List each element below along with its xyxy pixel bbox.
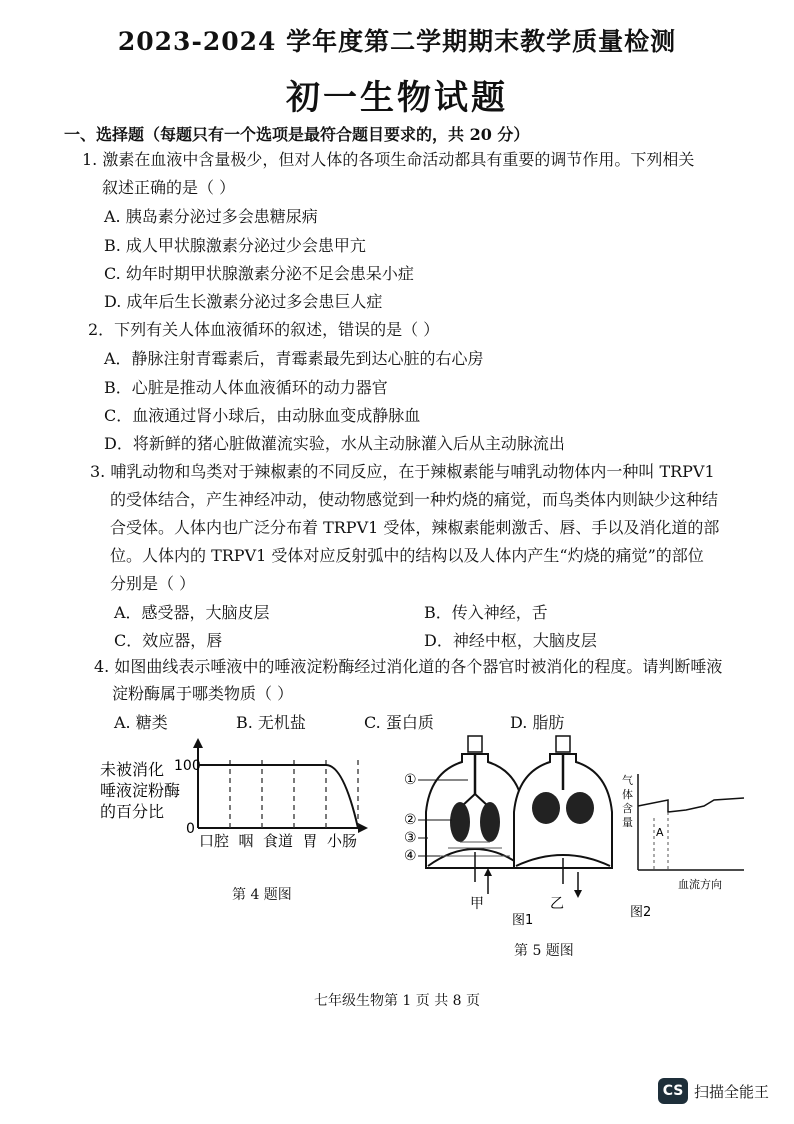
graph-ylabel-4: 量 [622,816,633,829]
q2-option-c: C．血液通过肾小球后，由动脉血变成静脉血 [104,406,421,425]
fig1-label: 图1 [512,913,534,928]
q3-option-a: A．感受器，大脑皮层 [114,603,270,622]
q4-option-c: C. 蛋白质 [364,713,434,732]
q1-option-d: D. 成年后生长激素分泌过多会患巨人症 [104,292,383,311]
q4-option-d: D. 脂肪 [510,713,565,732]
jar-jia-right-lung [480,802,500,842]
exam-subtitle: 初一生物试题 [286,78,508,118]
chart-xtick-esophagus: 食道 [262,832,294,850]
jar-yi-right-lung [566,792,594,824]
q4-option-a: A. 糖类 [114,713,168,732]
gas-content-graph [620,770,750,930]
chart-ylabel-2: 唾液淀粉酶 [100,781,181,800]
q3-stem-1: 3. 哺乳动物和鸟类对于辣椒素的不同反应，在于辣椒素能与哺乳动物体内一种叫 TRPV1 [90,462,715,481]
q3-stem-4: 位。人体内的 TRPV1 受体对应反射弧中的结构以及人体内产生“灼烧的痛觉”的部位 [110,546,704,565]
graph-ylabel-3: 含 [622,802,633,815]
label-1: ① [404,772,417,788]
q1-option-b: B. 成人甲状腺激素分泌过少会患甲亢 [104,236,366,255]
q2-stem: 2．下列有关人体血液循环的叙述，错误的是（ ） [88,320,440,339]
q2-option-a: A．静脉注射青霉素后，青霉素最先到达心脏的右心房 [104,349,484,368]
chart-x-arrow [358,823,368,833]
jar-jia-stopper [468,736,482,752]
chart-xtick-small-intestine: 小肠 [326,832,358,850]
q2-option-d: D．将新鲜的猪心脏做灌流实验，水从主动脉灌入后从主动脉流出 [104,434,565,453]
q1-stem-1: 1. 激素在血液中含量极少，但对人体的各项生命活动都具有重要的调节作用。下列相关 [82,150,695,169]
graph-ylabel-2: 体 [622,788,633,801]
q4-figure-caption: 第 4 题图 [232,887,292,903]
label-yi: 乙 [550,896,564,912]
bell-jar-jia [426,736,524,894]
chart-ytick-100: 100 [174,758,201,774]
jar-yi-left-lung [532,792,560,824]
graph-label-a: A [656,826,664,839]
chart-ylabel-3: 的百分比 [100,802,165,821]
bell-jar-figure [400,732,620,932]
graph-curve [638,798,744,812]
chart-series-line [198,765,358,828]
label-jia: 甲 [470,896,484,912]
section-heading: 一、选择题（每题只有一个选项是最符合题目要求的，共 20 分） [64,125,530,144]
chart-xtick-mouth: 口腔 [198,832,230,850]
q5-figure-caption: 第 5 题图 [514,943,574,959]
chart-y-arrow [193,738,203,748]
fig2-label: 图2 [630,905,652,920]
chart-xtick-stomach: 胃 [302,832,318,850]
q3-stem-3: 合受体。人体内也广泛分布着 TRPV1 受体，辣椒素能刺激舌、唇、手以及消化道的部 [110,518,720,537]
label-4: ④ [404,848,417,864]
digestion-chart [90,730,370,880]
bell-jar-yi [514,736,612,898]
graph-ylabel-1: 气 [622,774,633,787]
jar-jia-arrowhead [484,868,492,876]
label-3: ③ [404,830,417,846]
cs-logo-icon: CS [658,1078,688,1104]
jar-jia-left-lung [450,802,470,842]
q3-stem-2: 的受体结合，产生神经冲动，使动物感觉到一种灼烧的痛觉，而鸟类体内则缺少这种结 [110,490,719,509]
jar-yi-stopper [556,736,570,752]
q1-stem-2: 叙述正确的是（ ） [102,178,236,197]
chart-ytick-0: 0 [186,821,195,837]
scanner-app-name: 扫描全能王 [694,1082,770,1101]
chart-ylabel-1: 未被消化 [100,760,165,779]
q3-option-b: B．传入神经，舌 [424,603,548,622]
q1-option-a: A. 胰岛素分泌过多会患糖尿病 [104,207,318,226]
scanner-watermark [658,1078,769,1104]
q1-option-c: C. 幼年时期甲状腺激素分泌不足会患呆小症 [104,264,414,283]
q3-option-d: D．神经中枢，大脑皮层 [424,631,597,650]
q3-stem-5: 分别是（ ） [110,574,196,593]
q3-option-c: C．效应器，唇 [114,631,223,650]
q4-stem-1: 4. 如图曲线表示唾液中的唾液淀粉酶经过消化道的各个器官时被消化的程度。请判断唾液 [94,657,723,676]
label-2: ② [404,812,417,828]
q4-stem-2: 淀粉酶属于哪类物质（ ） [112,684,294,703]
exam-title: 2023-2024 学年度第二学期期末教学质量检测 [117,27,677,56]
page-footer: 七年级生物第 1 页 共 8 页 [313,993,481,1009]
jar-yi-arrowhead [574,890,582,898]
q4-option-b: B. 无机盐 [236,713,306,732]
chart-xtick-pharynx: 咽 [238,832,254,850]
graph-xlabel: 血流方向 [678,878,722,891]
q2-option-b: B．心脏是推动人体血液循环的动力器官 [104,378,388,397]
